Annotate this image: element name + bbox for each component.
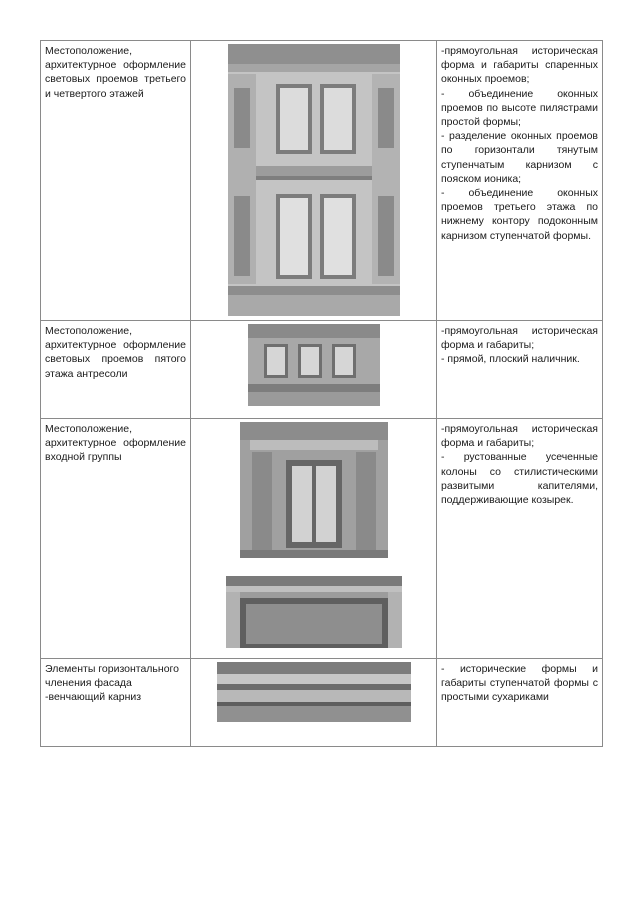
description-line: -прямоугольная историческая форма и габариты; <box>441 325 598 352</box>
row-description <box>441 422 598 507</box>
table-row <box>41 659 603 747</box>
photo-cell <box>191 419 437 659</box>
table-row <box>41 41 603 321</box>
row-label-cell <box>41 41 191 321</box>
photo-windows-fifth-floor <box>248 324 380 406</box>
photo-cell <box>191 41 437 321</box>
description-line: - разделение оконных проемов по горизонтали тянутым ступенчатым карнизом с пояском ионика; <box>441 130 598 185</box>
row-description <box>441 662 598 705</box>
row-label: Элементы горизонтального членения фасада -венчающий карниз <box>45 663 179 704</box>
row-description <box>441 324 598 367</box>
photo-entrance-group <box>240 422 388 558</box>
row-label-cell <box>41 321 191 419</box>
row-description-cell <box>437 659 603 747</box>
photo-entrance-canopy <box>226 576 402 648</box>
row-label: Местоположение, архитектурное оформление световых проемов пятого этажа антресоли <box>45 325 186 380</box>
table-row <box>41 419 603 659</box>
row-label: Местоположение, архитектурное оформление световых проемов третьего и четвертого этажей <box>45 45 186 100</box>
row-label-cell <box>41 419 191 659</box>
row-description-cell <box>437 419 603 659</box>
photo-windows-third-fourth-floors <box>228 44 400 316</box>
description-line: - рустованные усеченные колоны со стилистическими развитыми капителями, поддерживающие козырек. <box>441 451 598 507</box>
photo-crowning-cornice <box>217 662 411 722</box>
table-row <box>41 321 603 419</box>
description-line: - объединение оконных проемов третьего этажа по нижнему контору подоконным карнизом ступенчатой формы. <box>441 187 598 242</box>
row-label-cell <box>41 659 191 747</box>
description-line: -прямоугольная историческая форма и габариты спаренных оконных проемов; <box>441 45 598 86</box>
photo-cell <box>191 659 437 747</box>
photo-cell <box>191 321 437 419</box>
description-line: - объединение оконных проемов по высоте пилястрами простой формы; <box>441 87 598 129</box>
row-label: Местоположение, архитектурное оформление входной группы <box>45 423 186 464</box>
row-description-cell <box>437 41 603 321</box>
facade-elements-table <box>40 40 603 747</box>
row-description-cell <box>437 321 603 419</box>
row-description <box>441 44 598 243</box>
description-line: - прямой, плоский наличник. <box>441 353 580 366</box>
description-line: - исторические формы и габариты ступенчатой формы с простыми сухариками <box>441 663 598 704</box>
description-line: -прямоугольная историческая форма и габариты; <box>441 423 598 450</box>
